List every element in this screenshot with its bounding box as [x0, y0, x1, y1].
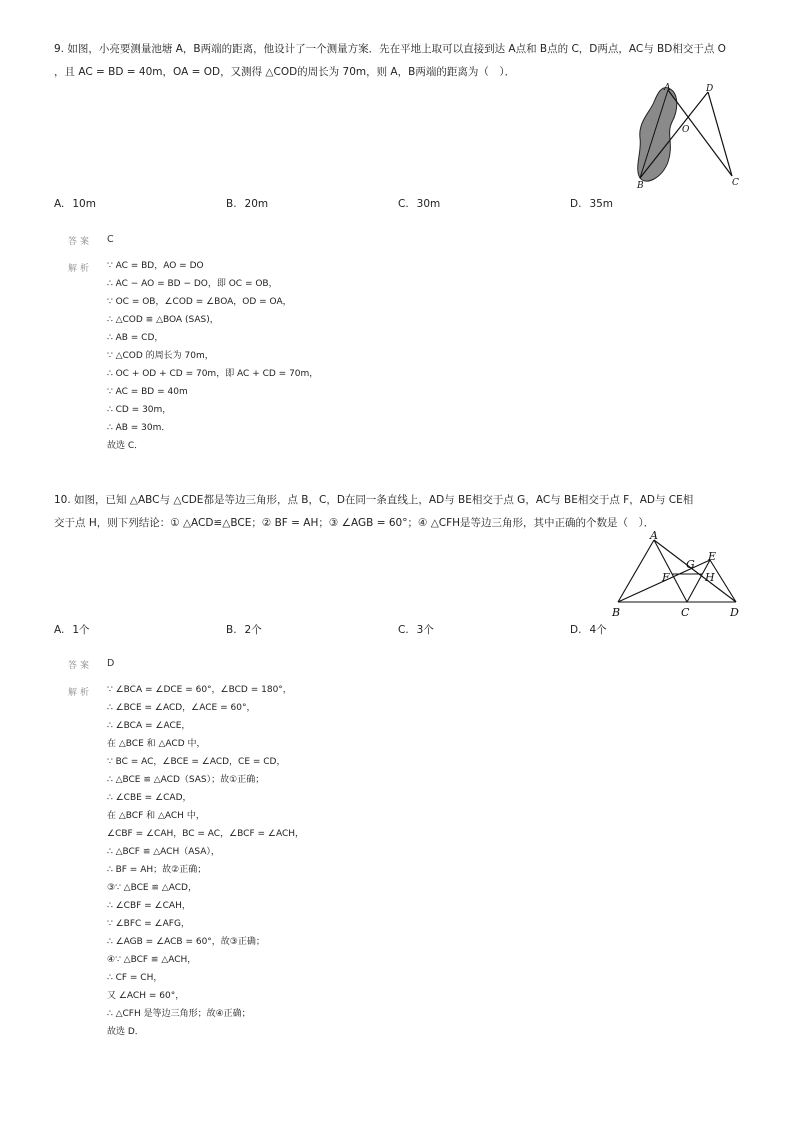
q10-step: ③∵ △BCE ≌ △ACD， [107, 883, 197, 893]
q10-step: ∴ ∠BCE = ∠ACD，∠ACE = 60°， [107, 703, 256, 713]
q10-step: 在 △BCE 和 △ACD 中， [107, 739, 206, 749]
q9-answer-label: 答案 [68, 237, 93, 247]
q10-label-g: G [686, 558, 695, 571]
q10-figure [606, 530, 756, 620]
q10-label-h: H [705, 571, 715, 584]
q9-analysis-steps [107, 257, 747, 455]
q9-figure [628, 82, 748, 192]
q10-analysis-steps [107, 681, 747, 1041]
q9-stem-line1: 9. 如图，小亮要测量池塘 A，B两端的距离，他设计了一个测量方案．先在平地上取可以直接到达 A点和 B点的 C，D两点，AC与 BD相交于点 O [54, 43, 726, 55]
q9-stem-line2: ，且 AC = BD = 40m，OA = OD，又测得 △COD的周长为 70m，则 A，B两端的距离为（ ）． [54, 66, 516, 78]
q10-line-ac [654, 540, 687, 602]
q10-step: ∴ ∠CBE = ∠CAD， [107, 793, 192, 803]
q10-label-e: E [708, 550, 717, 563]
q10-step: ∴ △CFH 是等边三角形；故④正确； [107, 1009, 251, 1019]
q9-label-o: O [682, 125, 690, 135]
q9-analysis-label: 解析 [68, 264, 93, 274]
q10-stem [54, 489, 754, 535]
q10-stem-line2: 交于点 H，则下列结论：① △ACD≌△BCE；② BF = AH；③ ∠AGB = 60°；④ △CFH是等边三角形，其中正确的个数是（ ）． [54, 517, 655, 529]
q10-line-ba [618, 540, 654, 602]
q9-stem [54, 38, 754, 84]
q10-option-c[interactable]: C. 3个 [398, 624, 434, 636]
q9-option-b[interactable]: B. 20m [226, 198, 269, 210]
q10-analysis-label: 解析 [68, 688, 93, 698]
q9-label-d: D [706, 84, 714, 94]
q10-option-a[interactable]: A. 1个 [54, 624, 90, 636]
q9-label-c: C [732, 178, 739, 188]
q9-step: ∵ AC = BD，AO = DO [107, 261, 204, 271]
q10-step: ∴ CF = CH， [107, 973, 163, 983]
q9-line-dc [708, 92, 732, 176]
q9-option-d[interactable]: D. 35m [570, 198, 614, 210]
q10-step: ∴ ∠CBF = ∠CAH， [107, 901, 191, 911]
q9-step: 故选 C． [107, 441, 144, 451]
q10-options [54, 622, 754, 638]
q10-step: ∴ ∠BCA = ∠ACE， [107, 721, 191, 731]
q10-step: ④∵ △BCF ≌ △ACH， [107, 955, 197, 965]
q9-step: ∵ AC = BD = 40m [107, 387, 188, 397]
q10-step: ∵ ∠BFC = ∠AFG， [107, 919, 190, 929]
q10-option-b[interactable]: B. 2个 [226, 624, 262, 636]
q10-stem-line1: 10. 如图，已知 △ABC与 △CDE都是等边三角形，点 B，C，D在同一条直线上，AD与 BE相交于点 G，AC与 BE相交于点 F，AD与 CE相 [54, 494, 694, 506]
q10-step: ∵ ∠BCA = ∠DCE = 60°，∠BCD = 180°， [107, 685, 292, 695]
q9-step: ∵ OC = OB，∠COD = ∠BOA，OD = OA， [107, 297, 292, 307]
q9-step: ∴ AB = CD， [107, 333, 164, 343]
q9-answer-value: C [107, 234, 114, 245]
q10-step: 在 △BCF 和 △ACH 中， [107, 811, 205, 821]
q10-option-d[interactable]: D. 4个 [570, 624, 607, 636]
q9-options [54, 198, 754, 214]
q10-step: ∴ ∠AGB = ∠ACB = 60°，故③正确； [107, 937, 265, 947]
q10-answer-label: 答案 [68, 661, 93, 671]
q9-step: ∴ CD = 30m， [107, 405, 172, 415]
q10-step: ∴ BF = AH；故②正确； [107, 865, 207, 875]
q9-option-c[interactable]: C. 30m [398, 198, 441, 210]
q9-step: ∴ OC + OD + CD = 70m，即 AC + CD = 70m， [107, 369, 319, 379]
q10-step: 又 ∠ACH = 60°， [107, 991, 185, 1001]
q9-option-a[interactable]: A. 10m [54, 198, 96, 210]
q9-step: ∵ △COD 的周长为 70m， [107, 351, 214, 361]
q10-step: ∴ △BCF ≌ △ACH（ASA）， [107, 847, 220, 857]
q9-step: ∴ AB = 30m． [107, 423, 171, 433]
q10-step: ∠CBF = ∠CAH，BC = AC，∠BCF = ∠ACH， [107, 829, 305, 839]
q9-step: ∴ AC − AO = BD − DO，即 OC = OB， [107, 279, 278, 289]
q10-label-f: F [662, 571, 670, 584]
q10-answer-value: D [107, 658, 115, 669]
q10-step: ∴ △BCE ≌ △ACD（SAS）；故①正确； [107, 775, 265, 785]
q10-step: ∵ BC = AC，∠BCE = ∠ACD，CE = CD， [107, 757, 286, 767]
q9-label-b: B [637, 181, 644, 191]
q9-label-a: A [664, 83, 671, 93]
q10-step: 故选 D． [107, 1027, 144, 1037]
q10-label-b: B [612, 606, 621, 619]
q10-label-d: D [730, 606, 739, 619]
q10-label-a: A [650, 530, 658, 542]
q9-step: ∴ △COD ≌ △BOA (SAS)， [107, 315, 219, 325]
q10-label-c: C [681, 606, 690, 619]
